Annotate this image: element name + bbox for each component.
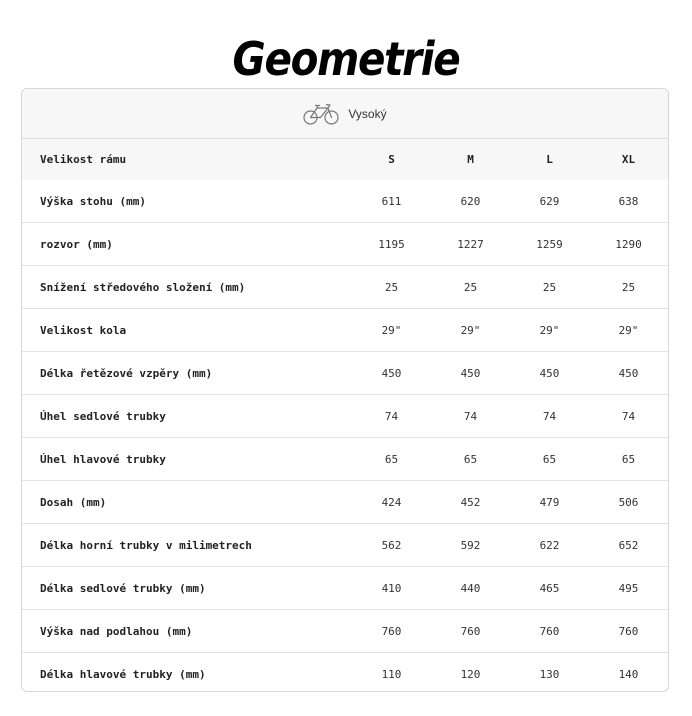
cell-value: 130 <box>510 653 589 693</box>
cell-value: 65 <box>589 438 668 481</box>
row-label: Výška stohu (mm) <box>40 194 146 208</box>
row-label: Úhel sedlové trubky <box>22 395 352 438</box>
row-label: Snížení středového složení (mm) <box>22 266 352 309</box>
table-row <box>22 223 668 266</box>
cell-value: 140 <box>589 653 668 693</box>
cell-value: 638 <box>618 194 639 208</box>
cell-value: 65 <box>431 438 510 481</box>
row-label: Dosah (mm) <box>22 481 352 524</box>
variant-label: Vysoký <box>348 106 387 121</box>
cell-value: 65 <box>510 438 589 481</box>
frame-variant-selector[interactable] <box>22 89 668 139</box>
cell-value: 611 <box>381 194 402 208</box>
cell-value: 465 <box>510 567 589 610</box>
table-row <box>22 653 668 693</box>
size-header: XL <box>589 139 668 180</box>
table-row <box>22 438 668 481</box>
cell-value: 29" <box>589 309 668 352</box>
cell-value: 424 <box>352 481 431 524</box>
page-title: Geometrie <box>232 31 460 86</box>
cell-value: 450 <box>589 352 668 395</box>
row-label: Délka hlavové trubky (mm) <box>22 653 352 693</box>
size-header: M <box>431 139 510 180</box>
cell-value: 562 <box>352 524 431 567</box>
row-label: Výška nad podlahou (mm) <box>22 610 352 653</box>
cell-value: 760 <box>352 610 431 653</box>
size-header: L <box>510 139 589 180</box>
cell-value: 110 <box>352 653 431 693</box>
cell-value: 450 <box>510 352 589 395</box>
cell-value: 29" <box>431 309 510 352</box>
cell-value: 622 <box>510 524 589 567</box>
geometry-table <box>22 139 668 692</box>
cell-value: 74 <box>589 395 668 438</box>
row-label: Velikost kola <box>22 309 352 352</box>
cell-value: 450 <box>352 352 431 395</box>
geometry-table-card <box>21 88 669 692</box>
frame-size-header: Velikost rámu <box>22 139 352 180</box>
cell-value: 592 <box>431 524 510 567</box>
cell-value: 1227 <box>431 223 510 266</box>
table-row <box>22 309 668 352</box>
row-label: Úhel hlavové trubky <box>22 438 352 481</box>
cell-value: 1290 <box>589 223 668 266</box>
table-row <box>22 266 668 309</box>
table-row <box>22 395 668 438</box>
cell-value: 479 <box>510 481 589 524</box>
size-header: S <box>352 139 431 180</box>
cell-value: 29" <box>510 309 589 352</box>
cell-value: 25 <box>589 266 668 309</box>
cell-value: 1259 <box>510 223 589 266</box>
row-label: rozvor (mm) <box>22 223 352 266</box>
cell-value: 506 <box>589 481 668 524</box>
cell-value: 74 <box>352 395 431 438</box>
row-label: Délka řetězové vzpěry (mm) <box>22 352 352 395</box>
cell-value: 452 <box>431 481 510 524</box>
table-header-row <box>22 139 668 180</box>
cell-value: 25 <box>352 266 431 309</box>
table-row <box>22 524 668 567</box>
cell-value: 652 <box>589 524 668 567</box>
cell-value: 1195 <box>352 223 431 266</box>
cell-value: 120 <box>431 653 510 693</box>
cell-value: 29" <box>352 309 431 352</box>
cell-value: 74 <box>510 395 589 438</box>
cell-value: 440 <box>431 567 510 610</box>
table-row <box>22 610 668 653</box>
table-row <box>22 180 668 223</box>
cell-value: 629 <box>539 194 560 208</box>
table-row <box>22 567 668 610</box>
cell-value: 760 <box>431 610 510 653</box>
cell-value: 495 <box>589 567 668 610</box>
cell-value: 760 <box>589 610 668 653</box>
cell-value: 65 <box>352 438 431 481</box>
bike-icon <box>303 103 339 125</box>
table-row <box>22 481 668 524</box>
cell-value: 74 <box>431 395 510 438</box>
cell-value: 620 <box>460 194 481 208</box>
cell-value: 25 <box>510 266 589 309</box>
row-label: Délka sedlové trubky (mm) <box>22 567 352 610</box>
cell-value: 450 <box>431 352 510 395</box>
cell-value: 410 <box>352 567 431 610</box>
cell-value: 25 <box>431 266 510 309</box>
cell-value: 760 <box>510 610 589 653</box>
row-label: Délka horní trubky v milimetrech <box>22 524 352 567</box>
table-row <box>22 352 668 395</box>
